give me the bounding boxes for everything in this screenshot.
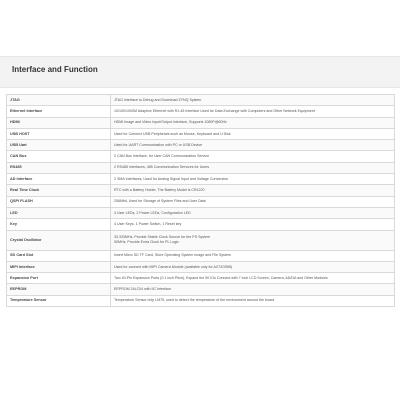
row-label: LED	[7, 207, 111, 218]
row-value	[111, 185, 395, 196]
row-value	[111, 250, 395, 261]
row-label: Real Time Clock	[7, 185, 111, 196]
row-value	[111, 230, 395, 250]
row-value-line: RTC with a Battery Holder, The Battery Model is CR1220	[114, 188, 205, 193]
row-label: CAN Bus	[7, 151, 111, 162]
row-value-line: HDMI Image and Video Input/Output Interface, Supports 1080P@60Hz	[114, 120, 227, 125]
table-row	[7, 128, 395, 139]
row-label: Temperature Sensor	[7, 295, 111, 306]
table-row	[7, 162, 395, 173]
row-value	[111, 117, 395, 128]
table-row	[7, 95, 395, 106]
table-row	[7, 196, 395, 207]
table-row	[7, 106, 395, 117]
row-label: Expansion Port	[7, 273, 111, 284]
row-value-line: Temperature Sensor chip LM75, used to detect the temperature of the environment around the board	[114, 298, 275, 303]
row-value-line: 50MHz, Provide Extra Clock for PL Logic	[114, 240, 179, 245]
row-label: SD Card Slot	[7, 250, 111, 261]
row-value-line: EEPROM 24LC04 with IIC Interface	[114, 287, 172, 292]
row-value	[111, 162, 395, 173]
table-row	[7, 219, 395, 230]
spec-table-body	[7, 95, 395, 307]
row-value	[111, 106, 395, 117]
row-value	[111, 207, 395, 218]
row-label: RS485	[7, 162, 111, 173]
row-value	[111, 295, 395, 306]
row-value	[111, 196, 395, 207]
row-label: MIPI Interface	[7, 261, 111, 272]
table-row	[7, 295, 395, 306]
row-label: Crystal Oscillator	[7, 230, 111, 250]
row-value-line: Insert Micro SD TF Card, Store Operating System Image and File System	[114, 253, 231, 258]
row-value-line: Used for Connect USB Peripherals such as Mouse, Keyboard and U Disk	[114, 131, 231, 136]
row-label: JTAG	[7, 95, 111, 106]
row-value-line: Used for UART Communication with PC or USB Device	[114, 142, 203, 147]
row-label: HDMI	[7, 117, 111, 128]
section-title: Interface and Function	[12, 65, 98, 74]
row-value-line: 10/100/1000M Adaptive Ethernet with RJ-45 Interface Used for Data Exchange with Computers and Other Network Equipment	[114, 108, 315, 113]
row-value	[111, 174, 395, 185]
table-row	[7, 284, 395, 295]
row-value	[111, 95, 395, 106]
row-label: USB HOST	[7, 128, 111, 139]
table-row	[7, 230, 395, 250]
row-value	[111, 128, 395, 139]
row-label: QSPI FLASH	[7, 196, 111, 207]
row-value-line: 33.333MHz, Provide Stable Clock Source for the PS System	[114, 235, 211, 240]
table-row	[7, 261, 395, 272]
row-value-line: JTAG Interface to Debug and Download ZYNQ System	[114, 97, 202, 102]
row-value	[111, 261, 395, 272]
row-value-line: Used for connect with MIPI Camera Module (available only for AX7Z035B)	[114, 264, 233, 269]
table-row	[7, 140, 395, 151]
table-row	[7, 207, 395, 218]
table-row	[7, 151, 395, 162]
row-value-line: Two 40-Pin Expansion Ports (0.1 inch Pitch), Expand the 50 IOs Connect with 7 inch LCD Screen, Camera, AD/DA and Other Modules	[114, 275, 328, 280]
row-label: Key	[7, 219, 111, 230]
row-value	[111, 219, 395, 230]
table-row	[7, 185, 395, 196]
row-value-line: 2 CAN Bus Interface, for User CAN Communication Service	[114, 154, 210, 159]
row-value-line: 4 User LEDs, 2 Power LEDs, Configuration LED	[114, 210, 191, 215]
row-value	[111, 273, 395, 284]
table-row	[7, 117, 395, 128]
row-label: AD Interface	[7, 174, 111, 185]
row-label: EEPROM	[7, 284, 111, 295]
row-label: USB Uart	[7, 140, 111, 151]
row-value-line: 256Mbit, Used for Storage of System Files and User Data	[114, 199, 206, 204]
row-value	[111, 151, 395, 162]
row-value-line: 2 RS485 Interfaces, 485 Communication Services for Users	[114, 165, 210, 170]
row-label: Ethernet Interface	[7, 106, 111, 117]
row-value-line: 2 SMA Interfaces, Used for Analog Signal Input and Voltage Conversion	[114, 176, 229, 181]
table-row	[7, 250, 395, 261]
row-value-line: 4 User Keys, 1 Power Switch, 1 Reset key	[114, 221, 182, 226]
interface-function-table	[6, 94, 395, 307]
row-value	[111, 284, 395, 295]
table-row	[7, 174, 395, 185]
row-value	[111, 140, 395, 151]
table-row	[7, 273, 395, 284]
